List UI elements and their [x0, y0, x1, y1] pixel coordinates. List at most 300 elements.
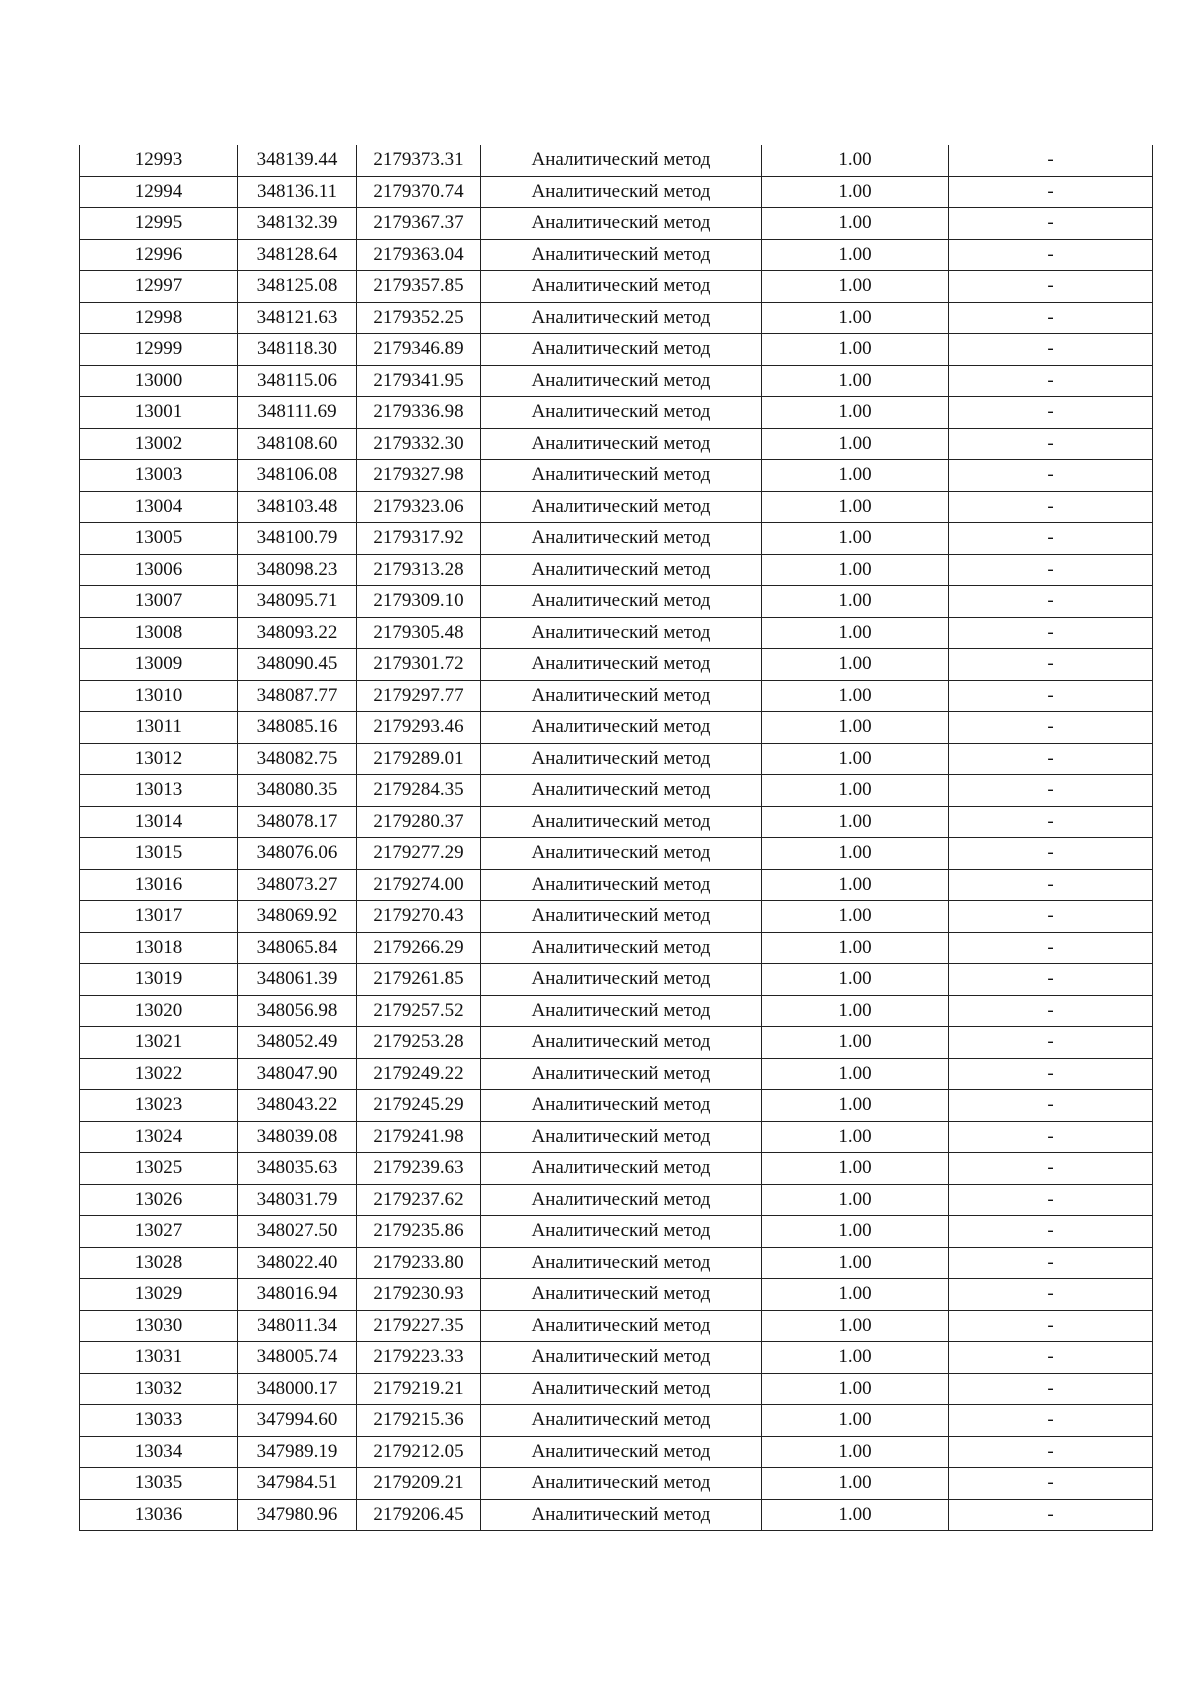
- x-coordinate-cell: 348115.06: [238, 365, 357, 397]
- description-cell: -: [949, 239, 1153, 271]
- accuracy-cell: 1.00: [762, 239, 949, 271]
- table-row: [80, 617, 1153, 649]
- x-coordinate-cell: 348118.30: [238, 334, 357, 366]
- table-row: [80, 1216, 1153, 1248]
- method-cell: Аналитический метод: [481, 932, 762, 964]
- method-cell: Аналитический метод: [481, 302, 762, 334]
- table-row: [80, 649, 1153, 681]
- y-coordinate-cell: 2179341.95: [357, 365, 481, 397]
- x-coordinate-cell: 348108.60: [238, 428, 357, 460]
- description-cell: -: [949, 1468, 1153, 1500]
- y-coordinate-cell: 2179206.45: [357, 1499, 481, 1531]
- method-cell: Аналитический метод: [481, 1184, 762, 1216]
- accuracy-cell: 1.00: [762, 1310, 949, 1342]
- method-cell: Аналитический метод: [481, 712, 762, 744]
- description-cell: -: [949, 649, 1153, 681]
- point-number-cell: 13032: [80, 1373, 238, 1405]
- point-number-cell: 12998: [80, 302, 238, 334]
- table-row: [80, 397, 1153, 429]
- description-cell: -: [949, 1027, 1153, 1059]
- x-coordinate-cell: 348121.63: [238, 302, 357, 334]
- x-coordinate-cell: 348073.27: [238, 869, 357, 901]
- y-coordinate-cell: 2179266.29: [357, 932, 481, 964]
- point-number-cell: 13029: [80, 1279, 238, 1311]
- table-row: [80, 1436, 1153, 1468]
- x-coordinate-cell: 347994.60: [238, 1405, 357, 1437]
- table-row: [80, 1342, 1153, 1374]
- table-row: [80, 239, 1153, 271]
- coordinates-table: [79, 145, 1153, 1531]
- x-coordinate-cell: 348085.16: [238, 712, 357, 744]
- y-coordinate-cell: 2179274.00: [357, 869, 481, 901]
- table-row: [80, 901, 1153, 933]
- x-coordinate-cell: 348132.39: [238, 208, 357, 240]
- description-cell: -: [949, 491, 1153, 523]
- point-number-cell: 13005: [80, 523, 238, 555]
- accuracy-cell: 1.00: [762, 1027, 949, 1059]
- point-number-cell: 13023: [80, 1090, 238, 1122]
- point-number-cell: 13012: [80, 743, 238, 775]
- description-cell: -: [949, 1247, 1153, 1279]
- accuracy-cell: 1.00: [762, 586, 949, 618]
- accuracy-cell: 1.00: [762, 1342, 949, 1374]
- point-number-cell: 13003: [80, 460, 238, 492]
- point-number-cell: 13014: [80, 806, 238, 838]
- method-cell: Аналитический метод: [481, 869, 762, 901]
- description-cell: -: [949, 680, 1153, 712]
- y-coordinate-cell: 2179323.06: [357, 491, 481, 523]
- point-number-cell: 13006: [80, 554, 238, 586]
- x-coordinate-cell: 348128.64: [238, 239, 357, 271]
- method-cell: Аналитический метод: [481, 680, 762, 712]
- point-number-cell: 13008: [80, 617, 238, 649]
- accuracy-cell: 1.00: [762, 460, 949, 492]
- accuracy-cell: 1.00: [762, 680, 949, 712]
- y-coordinate-cell: 2179280.37: [357, 806, 481, 838]
- table-row: [80, 1153, 1153, 1185]
- table-row: [80, 1373, 1153, 1405]
- y-coordinate-cell: 2179313.28: [357, 554, 481, 586]
- table-row: [80, 1279, 1153, 1311]
- method-cell: Аналитический метод: [481, 1153, 762, 1185]
- description-cell: -: [949, 1058, 1153, 1090]
- point-number-cell: 13018: [80, 932, 238, 964]
- description-cell: -: [949, 617, 1153, 649]
- point-number-cell: 13000: [80, 365, 238, 397]
- point-number-cell: 13024: [80, 1121, 238, 1153]
- y-coordinate-cell: 2179249.22: [357, 1058, 481, 1090]
- table-row: [80, 460, 1153, 492]
- x-coordinate-cell: 348069.92: [238, 901, 357, 933]
- description-cell: -: [949, 964, 1153, 996]
- accuracy-cell: 1.00: [762, 145, 949, 176]
- y-coordinate-cell: 2179332.30: [357, 428, 481, 460]
- y-coordinate-cell: 2179367.37: [357, 208, 481, 240]
- coordinates-table-body: [80, 145, 1153, 1531]
- x-coordinate-cell: 348106.08: [238, 460, 357, 492]
- description-cell: -: [949, 460, 1153, 492]
- table-row: [80, 523, 1153, 555]
- y-coordinate-cell: 2179309.10: [357, 586, 481, 618]
- method-cell: Аналитический метод: [481, 775, 762, 807]
- method-cell: Аналитический метод: [481, 145, 762, 176]
- point-number-cell: 12994: [80, 176, 238, 208]
- x-coordinate-cell: 348082.75: [238, 743, 357, 775]
- y-coordinate-cell: 2179215.36: [357, 1405, 481, 1437]
- x-coordinate-cell: 348061.39: [238, 964, 357, 996]
- y-coordinate-cell: 2179277.29: [357, 838, 481, 870]
- x-coordinate-cell: 348022.40: [238, 1247, 357, 1279]
- method-cell: Аналитический метод: [481, 1405, 762, 1437]
- accuracy-cell: 1.00: [762, 1247, 949, 1279]
- point-number-cell: 13033: [80, 1405, 238, 1437]
- y-coordinate-cell: 2179230.93: [357, 1279, 481, 1311]
- description-cell: -: [949, 1090, 1153, 1122]
- table-row: [80, 145, 1153, 176]
- method-cell: Аналитический метод: [481, 1342, 762, 1374]
- accuracy-cell: 1.00: [762, 523, 949, 555]
- x-coordinate-cell: 348016.94: [238, 1279, 357, 1311]
- accuracy-cell: 1.00: [762, 869, 949, 901]
- x-coordinate-cell: 348136.11: [238, 176, 357, 208]
- x-coordinate-cell: 348027.50: [238, 1216, 357, 1248]
- description-cell: -: [949, 397, 1153, 429]
- x-coordinate-cell: 348052.49: [238, 1027, 357, 1059]
- y-coordinate-cell: 2179219.21: [357, 1373, 481, 1405]
- point-number-cell: 13020: [80, 995, 238, 1027]
- description-cell: -: [949, 1216, 1153, 1248]
- x-coordinate-cell: 348031.79: [238, 1184, 357, 1216]
- accuracy-cell: 1.00: [762, 995, 949, 1027]
- point-number-cell: 13017: [80, 901, 238, 933]
- y-coordinate-cell: 2179293.46: [357, 712, 481, 744]
- description-cell: -: [949, 932, 1153, 964]
- table-row: [80, 838, 1153, 870]
- table-row: [80, 1499, 1153, 1531]
- x-coordinate-cell: 348056.98: [238, 995, 357, 1027]
- table-row: [80, 428, 1153, 460]
- point-number-cell: 13028: [80, 1247, 238, 1279]
- point-number-cell: 13031: [80, 1342, 238, 1374]
- y-coordinate-cell: 2179352.25: [357, 302, 481, 334]
- x-coordinate-cell: 348100.79: [238, 523, 357, 555]
- table-row: [80, 1027, 1153, 1059]
- point-number-cell: 13036: [80, 1499, 238, 1531]
- description-cell: -: [949, 208, 1153, 240]
- method-cell: Аналитический метод: [481, 995, 762, 1027]
- table-row: [80, 208, 1153, 240]
- point-number-cell: 13001: [80, 397, 238, 429]
- method-cell: Аналитический метод: [481, 1216, 762, 1248]
- accuracy-cell: 1.00: [762, 208, 949, 240]
- accuracy-cell: 1.00: [762, 302, 949, 334]
- method-cell: Аналитический метод: [481, 964, 762, 996]
- table-row: [80, 554, 1153, 586]
- description-cell: -: [949, 428, 1153, 460]
- description-cell: -: [949, 1436, 1153, 1468]
- accuracy-cell: 1.00: [762, 617, 949, 649]
- point-number-cell: 12999: [80, 334, 238, 366]
- method-cell: Аналитический метод: [481, 1090, 762, 1122]
- table-row: [80, 932, 1153, 964]
- method-cell: Аналитический метод: [481, 806, 762, 838]
- point-number-cell: 13021: [80, 1027, 238, 1059]
- description-cell: -: [949, 176, 1153, 208]
- y-coordinate-cell: 2179233.80: [357, 1247, 481, 1279]
- accuracy-cell: 1.00: [762, 1153, 949, 1185]
- description-cell: -: [949, 743, 1153, 775]
- x-coordinate-cell: 348095.71: [238, 586, 357, 618]
- accuracy-cell: 1.00: [762, 964, 949, 996]
- y-coordinate-cell: 2179357.85: [357, 271, 481, 303]
- point-number-cell: 12997: [80, 271, 238, 303]
- point-number-cell: 13019: [80, 964, 238, 996]
- method-cell: Аналитический метод: [481, 586, 762, 618]
- method-cell: Аналитический метод: [481, 428, 762, 460]
- accuracy-cell: 1.00: [762, 1373, 949, 1405]
- table-row: [80, 1468, 1153, 1500]
- accuracy-cell: 1.00: [762, 1499, 949, 1531]
- point-number-cell: 13022: [80, 1058, 238, 1090]
- y-coordinate-cell: 2179245.29: [357, 1090, 481, 1122]
- table-row: [80, 775, 1153, 807]
- accuracy-cell: 1.00: [762, 428, 949, 460]
- table-row: [80, 1184, 1153, 1216]
- x-coordinate-cell: 348005.74: [238, 1342, 357, 1374]
- y-coordinate-cell: 2179241.98: [357, 1121, 481, 1153]
- method-cell: Аналитический метод: [481, 523, 762, 555]
- y-coordinate-cell: 2179237.62: [357, 1184, 481, 1216]
- table-row: [80, 365, 1153, 397]
- method-cell: Аналитический метод: [481, 208, 762, 240]
- y-coordinate-cell: 2179305.48: [357, 617, 481, 649]
- table-row: [80, 334, 1153, 366]
- accuracy-cell: 1.00: [762, 1405, 949, 1437]
- description-cell: -: [949, 1405, 1153, 1437]
- x-coordinate-cell: 348047.90: [238, 1058, 357, 1090]
- description-cell: -: [949, 554, 1153, 586]
- x-coordinate-cell: 348078.17: [238, 806, 357, 838]
- table-row: [80, 1058, 1153, 1090]
- table-row: [80, 1121, 1153, 1153]
- y-coordinate-cell: 2179317.92: [357, 523, 481, 555]
- y-coordinate-cell: 2179346.89: [357, 334, 481, 366]
- method-cell: Аналитический метод: [481, 1247, 762, 1279]
- accuracy-cell: 1.00: [762, 1436, 949, 1468]
- x-coordinate-cell: 348065.84: [238, 932, 357, 964]
- point-number-cell: 13002: [80, 428, 238, 460]
- x-coordinate-cell: 347980.96: [238, 1499, 357, 1531]
- description-cell: -: [949, 995, 1153, 1027]
- accuracy-cell: 1.00: [762, 1121, 949, 1153]
- point-number-cell: 13034: [80, 1436, 238, 1468]
- table-row: [80, 680, 1153, 712]
- x-coordinate-cell: 348098.23: [238, 554, 357, 586]
- description-cell: -: [949, 1279, 1153, 1311]
- point-number-cell: 13009: [80, 649, 238, 681]
- method-cell: Аналитический метод: [481, 334, 762, 366]
- accuracy-cell: 1.00: [762, 806, 949, 838]
- method-cell: Аналитический метод: [481, 460, 762, 492]
- x-coordinate-cell: 347984.51: [238, 1468, 357, 1500]
- description-cell: -: [949, 145, 1153, 176]
- description-cell: -: [949, 1153, 1153, 1185]
- method-cell: Аналитический метод: [481, 397, 762, 429]
- description-cell: -: [949, 523, 1153, 555]
- description-cell: -: [949, 1499, 1153, 1531]
- y-coordinate-cell: 2179297.77: [357, 680, 481, 712]
- table-row: [80, 1090, 1153, 1122]
- y-coordinate-cell: 2179227.35: [357, 1310, 481, 1342]
- y-coordinate-cell: 2179327.98: [357, 460, 481, 492]
- accuracy-cell: 1.00: [762, 334, 949, 366]
- description-cell: -: [949, 1373, 1153, 1405]
- point-number-cell: 13026: [80, 1184, 238, 1216]
- table-row: [80, 712, 1153, 744]
- accuracy-cell: 1.00: [762, 1468, 949, 1500]
- x-coordinate-cell: 347989.19: [238, 1436, 357, 1468]
- accuracy-cell: 1.00: [762, 775, 949, 807]
- point-number-cell: 13035: [80, 1468, 238, 1500]
- table-row: [80, 806, 1153, 838]
- accuracy-cell: 1.00: [762, 1058, 949, 1090]
- accuracy-cell: 1.00: [762, 901, 949, 933]
- description-cell: -: [949, 302, 1153, 334]
- table-row: [80, 1310, 1153, 1342]
- method-cell: Аналитический метод: [481, 1310, 762, 1342]
- x-coordinate-cell: 348076.06: [238, 838, 357, 870]
- accuracy-cell: 1.00: [762, 712, 949, 744]
- x-coordinate-cell: 348080.35: [238, 775, 357, 807]
- method-cell: Аналитический метод: [481, 176, 762, 208]
- method-cell: Аналитический метод: [481, 1499, 762, 1531]
- y-coordinate-cell: 2179373.31: [357, 145, 481, 176]
- description-cell: -: [949, 901, 1153, 933]
- description-cell: -: [949, 1342, 1153, 1374]
- point-number-cell: 13004: [80, 491, 238, 523]
- method-cell: Аналитический метод: [481, 838, 762, 870]
- point-number-cell: 12996: [80, 239, 238, 271]
- description-cell: -: [949, 712, 1153, 744]
- method-cell: Аналитический метод: [481, 649, 762, 681]
- point-number-cell: 13025: [80, 1153, 238, 1185]
- accuracy-cell: 1.00: [762, 743, 949, 775]
- point-number-cell: 13011: [80, 712, 238, 744]
- y-coordinate-cell: 2179223.33: [357, 1342, 481, 1374]
- point-number-cell: 12993: [80, 145, 238, 176]
- y-coordinate-cell: 2179212.05: [357, 1436, 481, 1468]
- y-coordinate-cell: 2179235.86: [357, 1216, 481, 1248]
- y-coordinate-cell: 2179253.28: [357, 1027, 481, 1059]
- method-cell: Аналитический метод: [481, 271, 762, 303]
- description-cell: -: [949, 1121, 1153, 1153]
- accuracy-cell: 1.00: [762, 1184, 949, 1216]
- method-cell: Аналитический метод: [481, 1468, 762, 1500]
- x-coordinate-cell: 348103.48: [238, 491, 357, 523]
- table-row: [80, 995, 1153, 1027]
- accuracy-cell: 1.00: [762, 932, 949, 964]
- x-coordinate-cell: 348125.08: [238, 271, 357, 303]
- table-row: [80, 491, 1153, 523]
- description-cell: -: [949, 365, 1153, 397]
- accuracy-cell: 1.00: [762, 397, 949, 429]
- table-row: [80, 586, 1153, 618]
- table-row: [80, 869, 1153, 901]
- accuracy-cell: 1.00: [762, 554, 949, 586]
- point-number-cell: 13010: [80, 680, 238, 712]
- y-coordinate-cell: 2179209.21: [357, 1468, 481, 1500]
- x-coordinate-cell: 348093.22: [238, 617, 357, 649]
- method-cell: Аналитический метод: [481, 1436, 762, 1468]
- y-coordinate-cell: 2179301.72: [357, 649, 481, 681]
- description-cell: -: [949, 838, 1153, 870]
- description-cell: -: [949, 1184, 1153, 1216]
- point-number-cell: 12995: [80, 208, 238, 240]
- x-coordinate-cell: 348111.69: [238, 397, 357, 429]
- method-cell: Аналитический метод: [481, 1121, 762, 1153]
- accuracy-cell: 1.00: [762, 838, 949, 870]
- description-cell: -: [949, 586, 1153, 618]
- method-cell: Аналитический метод: [481, 617, 762, 649]
- table-row: [80, 1247, 1153, 1279]
- point-number-cell: 13027: [80, 1216, 238, 1248]
- description-cell: -: [949, 271, 1153, 303]
- table-row: [80, 1405, 1153, 1437]
- description-cell: -: [949, 869, 1153, 901]
- method-cell: Аналитический метод: [481, 1027, 762, 1059]
- description-cell: -: [949, 775, 1153, 807]
- x-coordinate-cell: 348039.08: [238, 1121, 357, 1153]
- description-cell: -: [949, 806, 1153, 838]
- x-coordinate-cell: 348035.63: [238, 1153, 357, 1185]
- x-coordinate-cell: 348090.45: [238, 649, 357, 681]
- accuracy-cell: 1.00: [762, 1090, 949, 1122]
- accuracy-cell: 1.00: [762, 1279, 949, 1311]
- y-coordinate-cell: 2179363.04: [357, 239, 481, 271]
- table-row: [80, 176, 1153, 208]
- x-coordinate-cell: 348087.77: [238, 680, 357, 712]
- method-cell: Аналитический метод: [481, 901, 762, 933]
- y-coordinate-cell: 2179336.98: [357, 397, 481, 429]
- x-coordinate-cell: 348000.17: [238, 1373, 357, 1405]
- description-cell: -: [949, 334, 1153, 366]
- method-cell: Аналитический метод: [481, 1058, 762, 1090]
- point-number-cell: 13007: [80, 586, 238, 618]
- accuracy-cell: 1.00: [762, 271, 949, 303]
- accuracy-cell: 1.00: [762, 365, 949, 397]
- method-cell: Аналитический метод: [481, 554, 762, 586]
- x-coordinate-cell: 348043.22: [238, 1090, 357, 1122]
- method-cell: Аналитический метод: [481, 1279, 762, 1311]
- method-cell: Аналитический метод: [481, 1373, 762, 1405]
- method-cell: Аналитический метод: [481, 239, 762, 271]
- y-coordinate-cell: 2179289.01: [357, 743, 481, 775]
- table-row: [80, 964, 1153, 996]
- description-cell: -: [949, 1310, 1153, 1342]
- table-row: [80, 743, 1153, 775]
- x-coordinate-cell: 348139.44: [238, 145, 357, 176]
- x-coordinate-cell: 348011.34: [238, 1310, 357, 1342]
- y-coordinate-cell: 2179284.35: [357, 775, 481, 807]
- y-coordinate-cell: 2179239.63: [357, 1153, 481, 1185]
- accuracy-cell: 1.00: [762, 1216, 949, 1248]
- y-coordinate-cell: 2179370.74: [357, 176, 481, 208]
- point-number-cell: 13016: [80, 869, 238, 901]
- method-cell: Аналитический метод: [481, 491, 762, 523]
- accuracy-cell: 1.00: [762, 491, 949, 523]
- point-number-cell: 13015: [80, 838, 238, 870]
- method-cell: Аналитический метод: [481, 365, 762, 397]
